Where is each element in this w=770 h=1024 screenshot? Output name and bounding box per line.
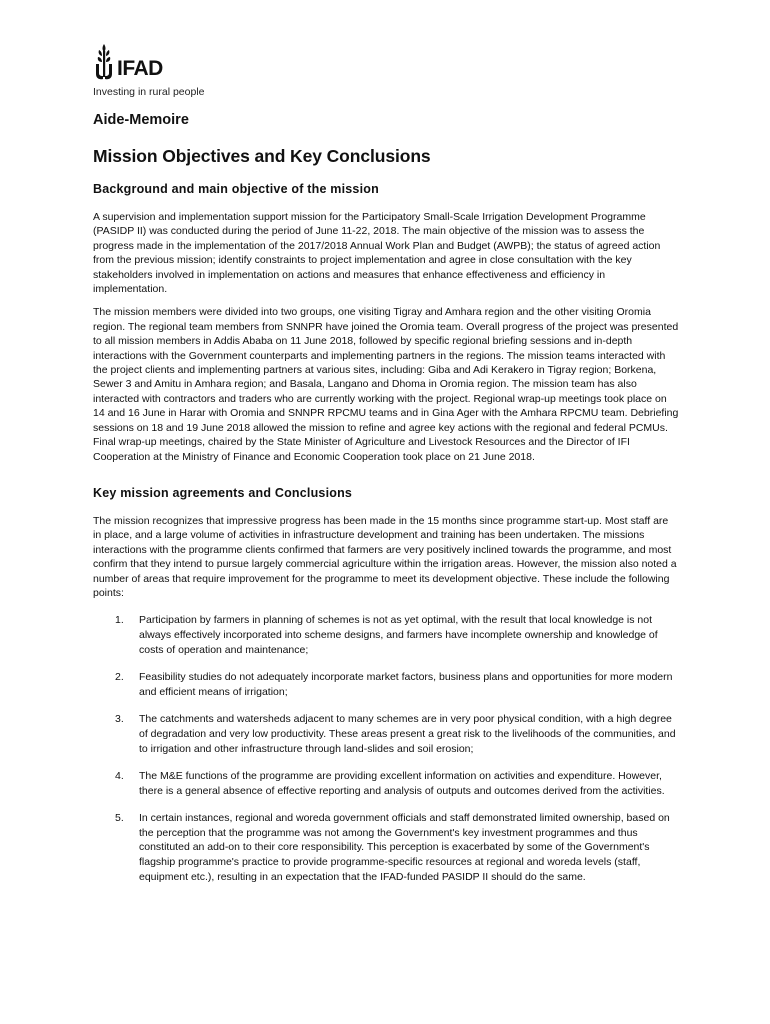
list-number: 4. (115, 770, 124, 783)
logo-tagline: Investing in rural people (93, 86, 205, 98)
section-heading-background: Background and main objective of the mission (93, 182, 379, 196)
conclusions-list (93, 613, 679, 884)
list-item (93, 712, 679, 756)
ifad-logo (93, 42, 293, 98)
paragraph: The mission recognizes that impressive progress has been made in the 15 months since programme start-up. Most staff are in place, and a large volume of activities in infrastructure development and training has been undertaken. The missions interactions with the programme clients confirmed that farmers are very positively inclined towards the programme, and most confirm that they intend to pursue largely commercial agriculture within the irrigation areas. However, the mission also noted a number of areas that require improvement for the programme to meet its development objective. These include the following points: (93, 514, 677, 599)
list-item-text: The catchments and watersheds adjacent to many schemes are in very poor physical condition, with a high degree of degradation and very low productivity. These areas present a great risk to the livelihoods of the communities, and to irrigation and other infrastructure through land-slides and soil erosion; (139, 713, 676, 755)
list-item (93, 769, 679, 798)
section-heading-conclusions: Key mission agreements and Conclusions (93, 485, 353, 500)
paragraph: The mission members were divided into two groups, one visiting Tigray and Amhara region and the other visiting Oromia region. The regional team members from SNNPR have joined the Oromia team. Overall progress of the project was presented to all mission members in Addis Ababa on 11 June 2018, followed by specific regional briefing sessions and in-depth interactions with the Government counterparts and implementing partners in the regions. The mission teams interacted with the project clients and implementing partners at various sites, including: Giba and Adi Kerakero in Tigray region; Borkena, Sewer 3 and Amitu in Amhara region; and Basala, Langano and Dhoma in Oromia region. The mission team has also interacted with contractors and traders who are currently working with the project. Regional wrap-up meetings took place on 14 and 16 June in Harar with Oromia and SNNPR RPCMU teams and in Gina Ager with the Amhara RPCMU team. Debriefing sessions on 18 and 19 June 2018 allowed the mission to refine and agree key actions with the regional and federal PCMUs. Final wrap-up meetings, chaired by the State Minister of Agriculture and Livestock Resources and the Director of IFI Cooperation at the Ministry of Finance and Economic Cooperation took place on 21 June 2018. (93, 306, 679, 463)
list-number: 2. (115, 671, 124, 684)
list-number: 5. (115, 812, 124, 825)
page-title: Mission Objectives and Key Conclusions (93, 146, 431, 166)
list-item-text: In certain instances, regional and woreda government officials and staff demonstrated limited ownership, based on the perception that the programme was not among the Government's key investment programmes and thus constituted an add-on to their core responsibility. This perception is exacerbated by some of the Government's flagship programme's practice to provide programme-specific resources at regional and woreda levels (staff, equipment etc.), resulting in an expectation that the IFAD-funded PASIDP II should do the same. (139, 812, 670, 883)
list-item (93, 613, 679, 657)
list-item-text: The M&E functions of the programme are providing excellent information on activities and expenditure. However, there is a general absence of effective reporting and analysis of outputs and outcomes derived from the activities. (139, 770, 665, 797)
list-number: 1. (115, 614, 124, 627)
paragraph: A supervision and implementation support mission for the Participatory Small-Scale Irrigation Development Programme (PASIDP II) was conducted during the period of June 11-22, 2018. The main objective of the mission was to assess the progress made in the implementation of the 2017/2018 Annual Work Plan and Budget (AWPB); the status of agreed action from the previous mission; identify constraints to project implementation and agree in close consultation with the key stakeholders involved in implementation on actions and measures that enhance effectiveness and efficiency in implementation. (93, 211, 661, 296)
list-number: 3. (115, 713, 124, 726)
list-item-text: Participation by farmers in planning of schemes is not as yet optimal, with the result that local knowledge is not always effectively incorporated into scheme designs, and farmers have incomplete ownership and knowledge of costs of operation and maintenance; (139, 614, 658, 656)
list-item-text: Feasibility studies do not adequately incorporate market factors, business plans and opportunities for more modern and efficient means of irrigation; (139, 671, 673, 698)
wheat-figure-icon (93, 42, 117, 82)
logo-wordmark: IFAD (117, 57, 163, 80)
document-type: Aide-Memoire (93, 112, 189, 128)
document-body (93, 182, 679, 897)
list-item (93, 670, 679, 699)
list-item (93, 811, 679, 884)
